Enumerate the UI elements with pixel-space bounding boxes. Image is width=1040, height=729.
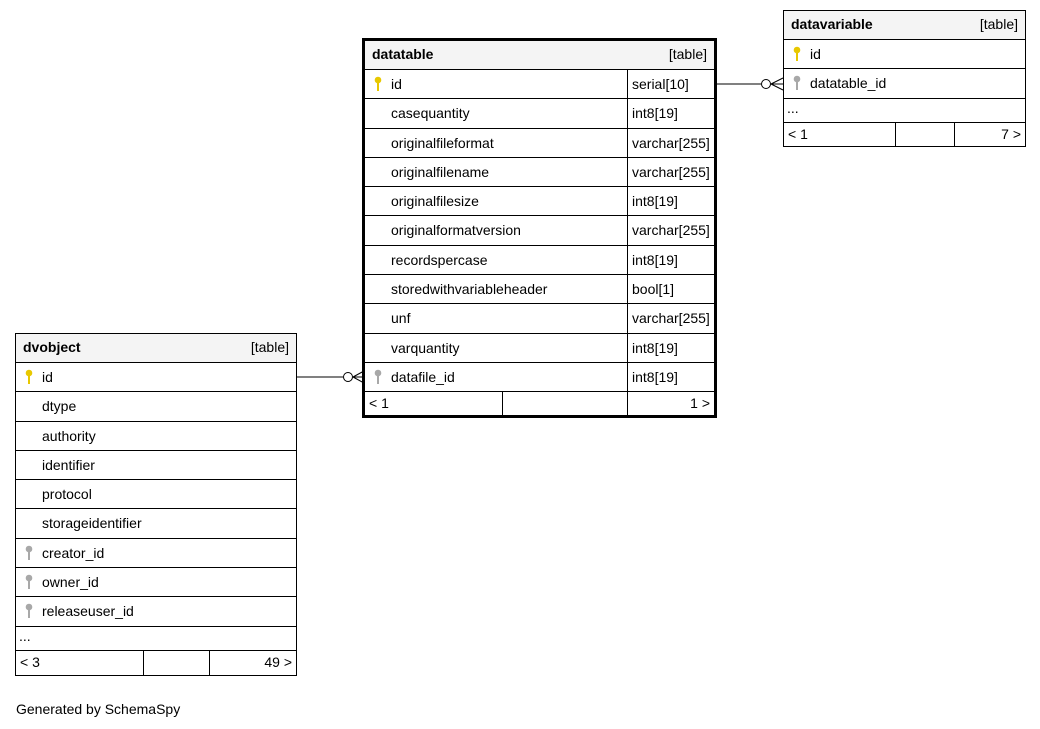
- table-header[interactable]: [365, 41, 714, 70]
- table-footer: [16, 651, 296, 675]
- foreign-key-icon: [25, 545, 33, 561]
- table-name: datatable: [372, 46, 434, 62]
- column-name: datatable_id: [810, 75, 887, 92]
- column-name: storageidentifier: [42, 515, 142, 532]
- foreign-key-icon: [793, 75, 801, 91]
- column-row[interactable]: [16, 422, 296, 451]
- more-columns-ellipsis: ...: [16, 627, 296, 651]
- column-name: originalfileformat: [391, 134, 494, 151]
- foreign-key-icon: [25, 574, 33, 590]
- table-header[interactable]: [16, 334, 296, 363]
- column-row[interactable]: [16, 451, 296, 480]
- column-row[interactable]: [365, 187, 714, 216]
- table-footer: [784, 123, 1025, 147]
- column-type: int8[19]: [627, 187, 678, 215]
- children-count[interactable]: 1 >: [690, 395, 710, 412]
- column-type: bool[1]: [627, 275, 674, 303]
- column-type: varchar[255]: [627, 216, 710, 244]
- column-name: authority: [42, 427, 96, 444]
- column-type: int8[19]: [627, 363, 678, 391]
- column-row[interactable]: [365, 363, 714, 392]
- column-row[interactable]: [16, 480, 296, 509]
- column-type: int8[19]: [627, 99, 678, 127]
- column-row[interactable]: [16, 509, 296, 538]
- column-name: releaseuser_id: [42, 603, 134, 620]
- column-type: varchar[255]: [627, 304, 710, 332]
- column-row[interactable]: [16, 539, 296, 568]
- children-count[interactable]: 49 >: [264, 653, 292, 670]
- table-dvobject[interactable]: [15, 333, 297, 676]
- primary-key-icon: [793, 46, 801, 62]
- foreign-key-icon: [25, 603, 33, 619]
- column-name: originalfilename: [391, 163, 490, 180]
- column-name: datafile_id: [391, 368, 455, 385]
- column-row[interactable]: [16, 363, 296, 392]
- column-row[interactable]: [365, 216, 714, 245]
- column-name: identifier: [42, 456, 95, 473]
- column-type: varchar[255]: [627, 129, 710, 157]
- column-name: id: [391, 76, 402, 92]
- column-row[interactable]: [365, 99, 714, 128]
- column-name: creator_id: [42, 544, 105, 561]
- table-datatable[interactable]: [362, 38, 717, 418]
- column-name: recordspercase: [391, 251, 488, 268]
- table-kind: [table]: [668, 46, 707, 62]
- table-name: datavariable: [791, 16, 873, 32]
- column-name: id: [42, 369, 53, 385]
- column-row[interactable]: [365, 304, 714, 333]
- column-name: dtype: [42, 398, 77, 415]
- column-row[interactable]: [365, 334, 714, 363]
- column-name: id: [810, 46, 821, 62]
- table-datavariable[interactable]: [783, 10, 1026, 147]
- column-row[interactable]: [365, 275, 714, 304]
- column-row[interactable]: [784, 40, 1025, 69]
- column-name: casequantity: [391, 105, 470, 122]
- generated-by-credit: Generated by SchemaSpy: [16, 701, 181, 717]
- column-name: varquantity: [391, 339, 460, 356]
- column-row[interactable]: [365, 158, 714, 187]
- more-columns-ellipsis: ...: [784, 99, 1025, 123]
- table-kind: [table]: [250, 339, 289, 355]
- parents-count[interactable]: < 1: [369, 395, 389, 412]
- column-row[interactable]: [365, 129, 714, 158]
- children-count[interactable]: 7 >: [1001, 125, 1021, 142]
- column-row[interactable]: [784, 69, 1025, 98]
- column-row[interactable]: [365, 246, 714, 275]
- column-name: originalfilesize: [391, 193, 479, 210]
- table-header[interactable]: [784, 11, 1025, 40]
- column-row[interactable]: [16, 597, 296, 626]
- column-name: unf: [391, 310, 411, 327]
- column-name: storedwithvariableheader: [391, 281, 548, 298]
- column-type: int8[19]: [627, 334, 678, 362]
- parents-count[interactable]: < 1: [788, 125, 808, 142]
- table-footer: [365, 392, 714, 416]
- primary-key-icon: [374, 76, 382, 92]
- column-row[interactable]: [16, 392, 296, 421]
- column-type: varchar[255]: [627, 158, 710, 186]
- table-kind: [table]: [979, 16, 1018, 32]
- column-type: serial[10]: [627, 70, 689, 98]
- edge-crowsfoot-circle: [344, 373, 353, 382]
- column-name: owner_id: [42, 574, 99, 591]
- column-name: originalformatversion: [391, 222, 521, 239]
- foreign-key-icon: [374, 369, 382, 385]
- column-type: int8[19]: [627, 246, 678, 274]
- column-row[interactable]: [16, 568, 296, 597]
- column-row[interactable]: [365, 70, 714, 99]
- column-name: protocol: [42, 486, 92, 503]
- edge-crowsfoot-circle: [762, 80, 771, 89]
- table-name: dvobject: [23, 339, 81, 355]
- primary-key-icon: [25, 369, 33, 385]
- parents-count[interactable]: < 3: [20, 653, 40, 670]
